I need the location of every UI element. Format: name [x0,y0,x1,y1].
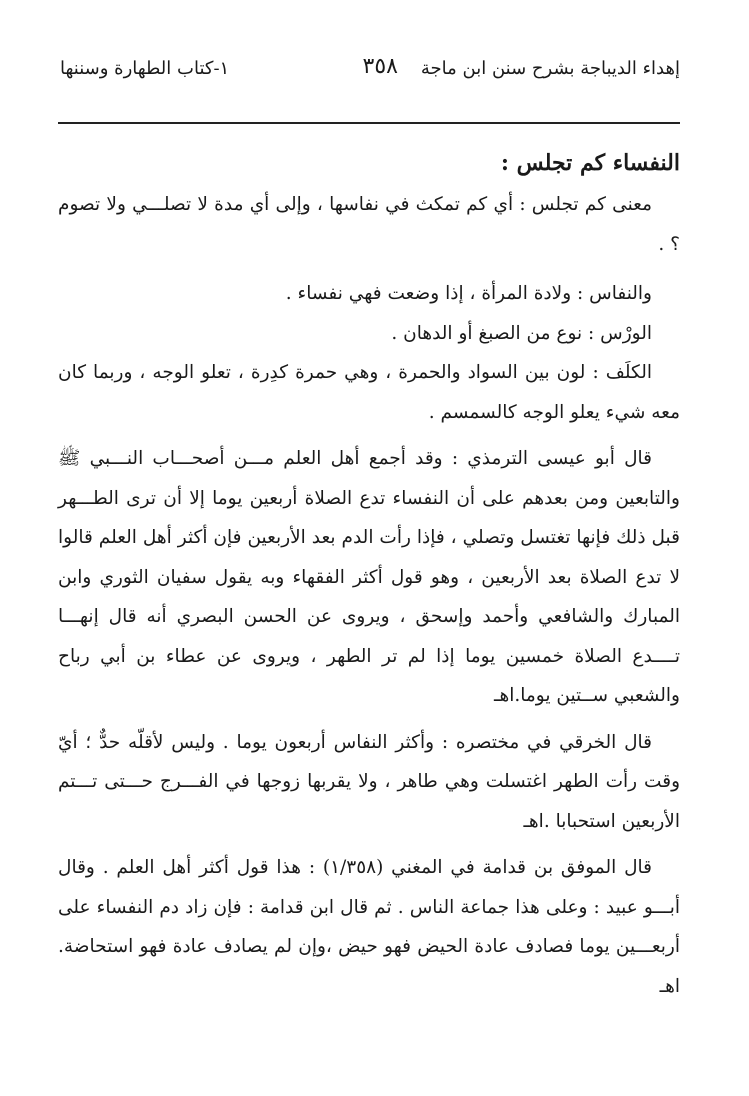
book-title: إهداء الديباجة بشرح سنن ابن ماجة [420,58,680,79]
section-heading: النفساء كم تجلس : [500,150,680,176]
paragraph-tirmidhi-quote: قال أبو عيسى الترمذي : وقد أجمع أهل العلم مـــن أصحـــاب النـــبي ﷺ والتابعين ومن بعدهم على أن النفساء تدع الصلاة أربعين يوما إلا أن ترى الطـــهر قبل ذلك فإنها تغتسل وتصلي ، فإذا رأت الدم بعد الأربعين فإن أكثر أهل العلم قالوا لا تدع الصلاة بعد الأربعين ، وهو قول أكثر الفقهاء وبه يقول سفيان الثوري وابن المبارك والشافعي وأحمد وإسحق ، ويروى عن الحسن البصري أنه قال إنهـــا تــــدع الصلاة خمسين يوما إذا لم تر الطهر ، ويروى عن عطاء بن أبي رباح والشعبي ســتين يوما.اهـ [58,448,680,706]
chapter-title: ١-كتاب الطهارة وسننها [60,58,230,79]
paragraph-kalaf-definition: الكلَف : لون بين السواد والحمرة ، وهي حمرة كدِرة ، تعلو الوجه ، وربما كان معه شيء يعلو الوجه كالسمسم . [58,362,680,423]
page-number: ٣٥٨ [362,54,398,79]
paragraph-kharqi-quote: قال الخرقي في مختصره : وأكثر النفاس أربعون يوما . وليس لأقلّه حدٌّ ؛ أيّ وقت رأت الطهر اغتسلت وهي طاهر ، ولا يقربها زوجها في الفـــرج حـــتى تـــتم الأربعين استحبابا .اهـ [58,731,680,832]
header-divider [58,122,680,124]
paragraph-meaning: معنى كم تجلس : أي كم تمكث في نفاسها ، وإلى أي مدة لا تصلـــي ولا تصوم ؟ . [58,194,680,255]
page-header [60,52,680,92]
paragraph-nifas-definition: والنفاس : ولادة المرأة ، إذا وضعت فهي نفساء . [285,283,652,304]
paragraph-wars-definition: الورْس : نوع من الصبغ أو الدهان . [391,322,652,344]
paragraph-ibn-qudama-quote: قال الموفق بن قدامة في المغني (١/٣٥٨) : هذا قول أكثر أهل العلم . وقال أبـــو عبيد : وعلى هذا جماعة الناس . ثم قال ابن قدامة : فإن زاد دم النفساء على أربعـــين يوما فصادف عادة الحيض فهو حيض ،وإن لم يصادف عادة فهو استحاضة. اهـ [58,857,680,997]
section-body [58,143,680,1006]
